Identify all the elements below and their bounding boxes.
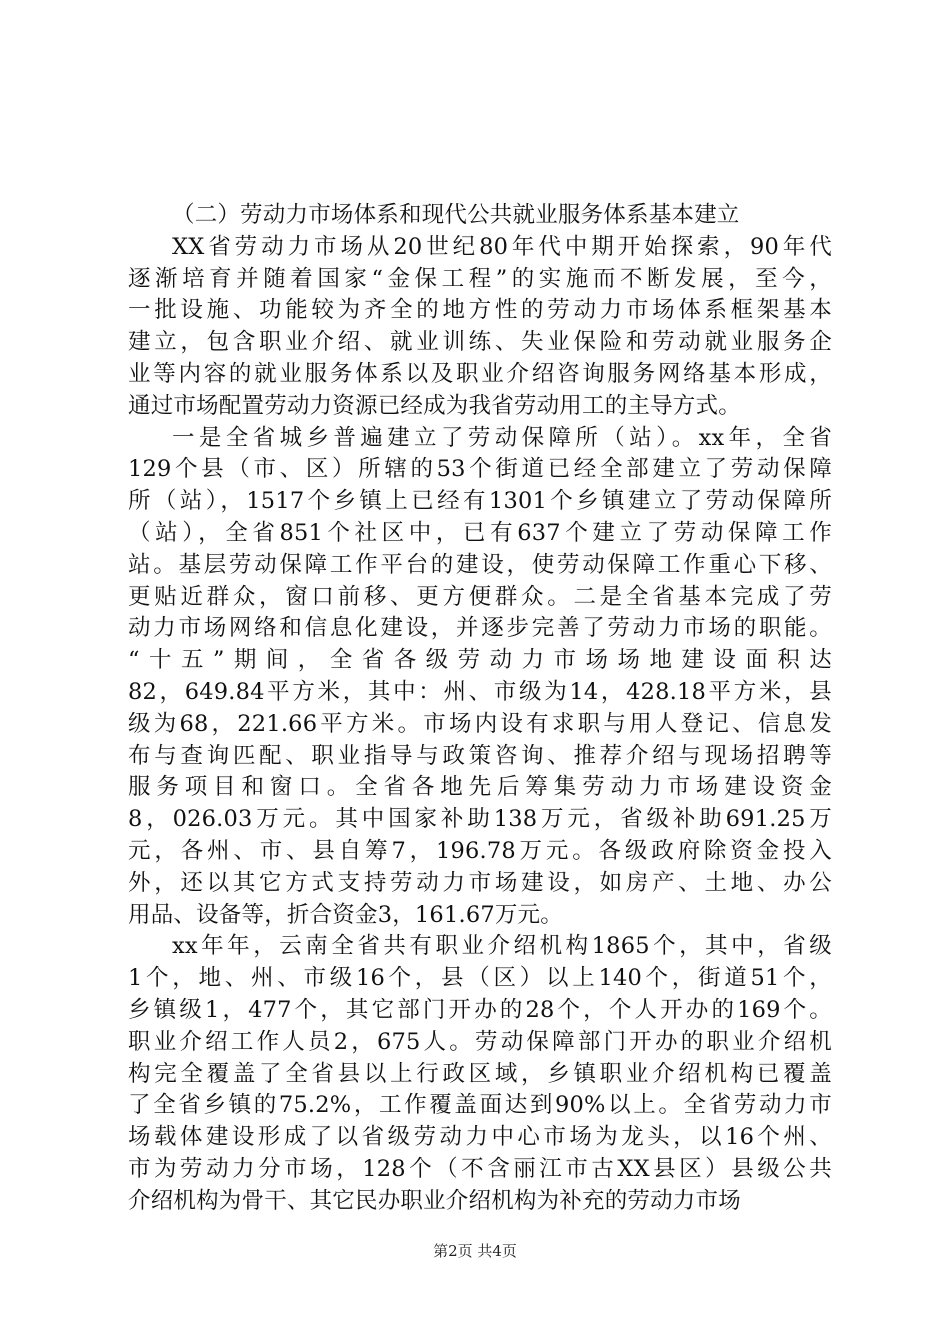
text-line: 站。基层劳动保障工作平台的建设，使劳动保障工作重心下移、 (128, 551, 832, 578)
text-line: 更贴近群众，窗口前移、更方便群众。二是全省基本完成了劳 (128, 583, 832, 610)
text-line: “十五”期间，全省各级劳动力市场场地建设面积达 (128, 647, 832, 674)
page-footer: 第2页 共4页 (433, 1242, 517, 1260)
text-line: 元，各州、市、县自筹7，196.78万元。各级政府除资金投入 (128, 837, 832, 864)
text-line: 了全省乡镇的75.2%，工作覆盖面达到90%以上。全省劳动力市 (128, 1092, 832, 1119)
text-line: 建立，包含职业介绍、就业训练、失业保险和劳动就业服务企 (128, 329, 832, 356)
text-line: 外，还以其它方式支持劳动力市场建设，如房产、土地、办公 (128, 869, 832, 896)
text-line: xx年年，云南全省共有职业介绍机构1865个，其中，省级 (172, 933, 832, 960)
text-line: 乡镇级1，477个，其它部门开办的28个，个人开办的169个。 (128, 996, 832, 1023)
text-line: 级为68，221.66平方米。市场内设有求职与用人登记、信息发 (128, 710, 832, 737)
text-line: （二）劳动力市场体系和现代公共就业服务体系基本建立 (172, 202, 740, 228)
text-line: 1个，地、州、市级16个，县（区）以上140个，街道51个， (128, 965, 832, 992)
text-line: XX省劳动力市场从20世纪80年代中期开始探索，90年代 (172, 233, 832, 260)
document-body (128, 200, 832, 1218)
text-line: 职业介绍工作人员2，675人。劳动保障部门开办的职业介绍机 (128, 1028, 832, 1055)
text-line: 一是全省城乡普遍建立了劳动保障所（站）。xx年，全省 (172, 424, 832, 451)
text-line: 8，026.03万元。其中国家补助138万元，省级补助691.25万 (128, 806, 832, 833)
paragraph (128, 931, 832, 1217)
text-line: 一批设施、功能较为齐全的地方性的劳动力市场体系框架基本 (128, 297, 832, 324)
text-line: 129个县（市、区）所辖的53个街道已经全部建立了劳动保障 (128, 456, 832, 483)
text-line: 通过市场配置劳动力资源已经成为我省劳动用工的主导方式。 (128, 392, 741, 419)
paragraph (128, 200, 832, 232)
paragraph (128, 423, 832, 932)
text-line: 动力市场网络和信息化建设，并逐步完善了劳动力市场的职能。 (128, 615, 832, 642)
text-line: 市为劳动力分市场，128个（不含丽江市古XX县区）县级公共 (128, 1155, 832, 1182)
text-line: 服务项目和窗口。全省各地先后筹集劳动力市场建设资金 (128, 774, 832, 801)
paragraph (128, 232, 832, 423)
text-line: 布与查询匹配、职业指导与政策咨询、推荐介绍与现场招聘等 (128, 742, 832, 769)
text-line: 逐渐培育并随着国家“金保工程”的实施而不断发展，至今， (128, 265, 832, 292)
text-line: 所（站），1517个乡镇上已经有1301个乡镇建立了劳动保障所 (128, 488, 832, 515)
text-line: 业等内容的就业服务体系以及职业介绍咨询服务网络基本形成， (128, 360, 832, 387)
text-line: 用品、设备等，折合资金3，161.67万元。 (128, 901, 563, 928)
text-line: 介绍机构为骨干、其它民办职业介绍机构为补充的劳动力市场 (128, 1187, 741, 1214)
text-line: （站），全省851个社区中，已有637个建立了劳动保障工作 (128, 519, 832, 546)
text-line: 场载体建设形成了以省级劳动力中心市场为龙头，以16个州、 (128, 1124, 832, 1151)
text-line: 构完全覆盖了全省县以上行政区域，乡镇职业介绍机构已覆盖 (128, 1060, 832, 1087)
text-line: 82，649.84平方米，其中：州、市级为14，428.18平方米，县 (128, 678, 832, 705)
